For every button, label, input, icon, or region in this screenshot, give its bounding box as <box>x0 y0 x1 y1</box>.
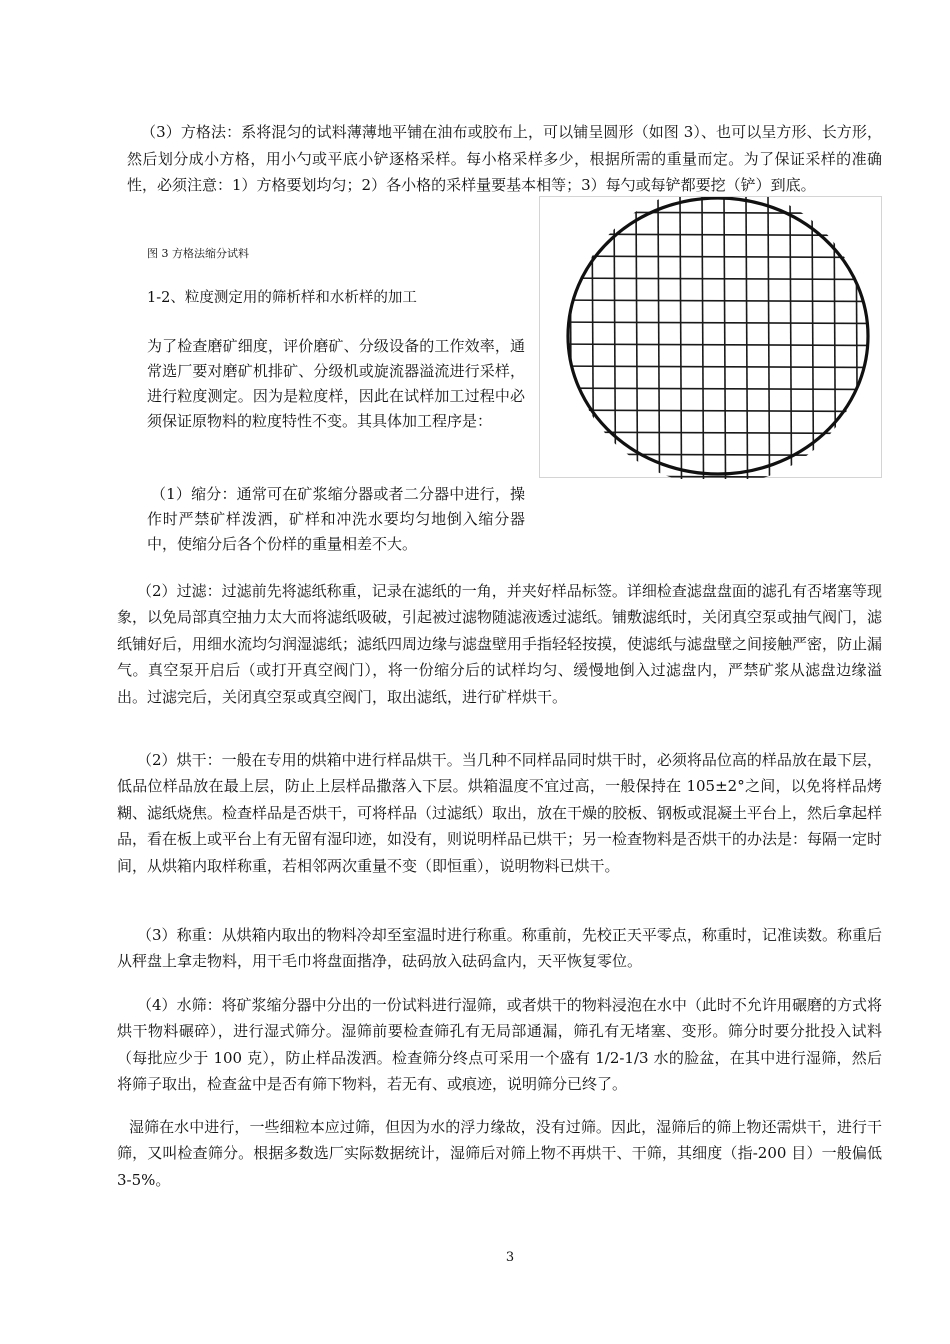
figure-caption: 图 3 方格法缩分试料 <box>147 247 249 260</box>
paragraph-weighing: （3）称重：从烘箱内取出的物料冷却至室温时进行称重。称重前，先校正天平零点，称重时，记准读数。称重后从秤盘上拿走物料，用干毛巾将盘面揩净，砝码放入砝码盒内，天平恢复零位。 <box>117 926 882 971</box>
grid-vertical-line <box>592 197 594 479</box>
grid-vertical-line <box>724 197 726 479</box>
paragraph-filtering: （2）过滤：过滤前先将滤纸称重，记录在滤纸的一角，并夹好样品标签。详细检查滤盘盘面的滤孔有否堵塞等现象，以免局部真空抽力太大而将滤纸吸破，引起被过滤物随滤液透过滤纸。铺敷滤纸时，关闭真空泵或抽气阀门，滤纸铺好后，用细水流均匀润湿滤纸；滤纸四周边缘与滤盘壁用手指轻轻按摸，使滤纸与滤盘壁之间接触严密，防止漏气。真空泵开启后（或打开真空阀门），将一份缩分后的试样均匀、缓慢地倒入过滤盘内，严禁矿浆从滤盘边缘溢出。过滤完后，关闭真空泵或真空阀门，取出滤纸，进行矿样烘干。 <box>117 582 883 706</box>
page-number: 3 <box>505 1250 515 1265</box>
grid-vertical-line <box>680 197 682 479</box>
paragraph-wet-sieving: （4）水筛：将矿浆缩分器中分出的一份试料进行湿筛，或者烘干的物料浸泡在水中（此时不允许用碾磨的方式将烘干物料碾碎），进行湿式筛分。湿筛前要检查筛孔有无局部通漏，筛孔有无堵塞、变形。筛分时要分批投入试料（每批应少于 100 克），防止样品泼洒。检查筛分终点可采用一个盛有 1/2-1/3 水的脸盆，在其中进行湿筛，然后将筛子取出，检查盆中是否有筛下物料，若无有、或痕迹，说明筛分已终了。 <box>117 996 882 1094</box>
grid-horizontal-line <box>540 300 883 302</box>
paragraph-grid-method: （3）方格法：系将混匀的试料薄薄地平铺在油布或胶布上，可以铺呈圆形（如图 3）、也可以呈方形、长方形，然后划分成小方格，用小勺或平底小铲逐格采样。每小格采样多少，根据所需的重量而定。为了保证采样的准确性，必须注意：1）方格要划均匀；2）各小格的采样量要基本相等；3）每勺或每铲都要挖（铲）到底。 <box>127 123 882 194</box>
grid-vertical-line <box>834 197 836 479</box>
grid-horizontal-line <box>540 432 883 434</box>
grid-circle-illustration <box>540 197 883 479</box>
grid-horizontal-line <box>540 278 883 280</box>
figure-grid-circle <box>539 196 882 478</box>
grid-horizontal-line <box>540 366 883 368</box>
grid-vertical-line <box>636 197 638 479</box>
paragraph-drying: （2）烘干：一般在专用的烘箱中进行样品烘干。当几种不同样品同时烘干时，必须将品位高的样品放在最下层，低品位样品放在最上层，防止上层样品撒落入下层。烘箱温度不宜过高，一般保持在 105±2°之间，以免将样品烤糊、滤纸烧焦。检查样品是否烘干，可将样品（过滤纸）取出，放在干燥的胶板、钢板或混凝土平台上，然后拿起样品，看在板上或平台上有无留有湿印迹，如没有，则说明样品已烘干；另一检查物料是否烘干的办法是：每隔一定时间，从烘箱内取样称重，若相邻两次重量不变（即恒重），说明物料已烘干。 <box>117 751 883 875</box>
grid-horizontal-line <box>540 388 883 390</box>
grid-vertical-line <box>856 197 858 479</box>
paragraph-intro: 为了检查磨矿细度，评价磨矿、分级设备的工作效率，通常选厂要对磨矿机排矿、分级机或旋流器溢流进行采样，进行粒度测定。因为是粒度样，因此在试样加工过程中必须保证原物料的粒度特性不变。其具体加工程序是： <box>147 337 525 430</box>
grid-horizontal-line <box>540 322 883 324</box>
grid-horizontal-line <box>540 234 883 236</box>
grid-vertical-line <box>768 197 770 479</box>
grid-vertical-line <box>702 197 704 479</box>
grid-horizontal-line <box>540 212 883 214</box>
grid-horizontal-line <box>540 454 883 456</box>
grid-vertical-line <box>570 197 572 479</box>
grid-horizontal-line <box>540 344 883 346</box>
grid-vertical-line <box>812 197 814 479</box>
paragraph-wet-sieving-note: 湿筛在水中进行，一些细粒本应过筛，但因为水的浮力缘故，没有过筛。因此，湿筛后的筛上物还需烘干，进行干筛，又叫检查筛分。根据多数选厂实际数据统计，湿筛后对筛上物不再烘干、干筛，其细度（指-200 目）一般偏低 3-5%。 <box>117 1118 882 1189</box>
grid-horizontal-line <box>540 476 883 478</box>
grid-vertical-line <box>658 197 660 479</box>
paragraph-division: （1）缩分：通常可在矿浆缩分器或者二分器中进行，操作时严禁矿样泼洒，矿样和冲洗水要均匀地倒入缩分器中，使缩分后各个份样的重量相差不大。 <box>147 485 525 553</box>
grid-vertical-line <box>790 197 792 479</box>
grid-vertical-line <box>878 197 880 479</box>
section-heading: 1-2、粒度测定用的筛析样和水析样的加工 <box>147 290 417 306</box>
grid-horizontal-line <box>540 256 883 258</box>
grid-vertical-line <box>548 197 550 479</box>
grid-vertical-line <box>746 197 748 479</box>
